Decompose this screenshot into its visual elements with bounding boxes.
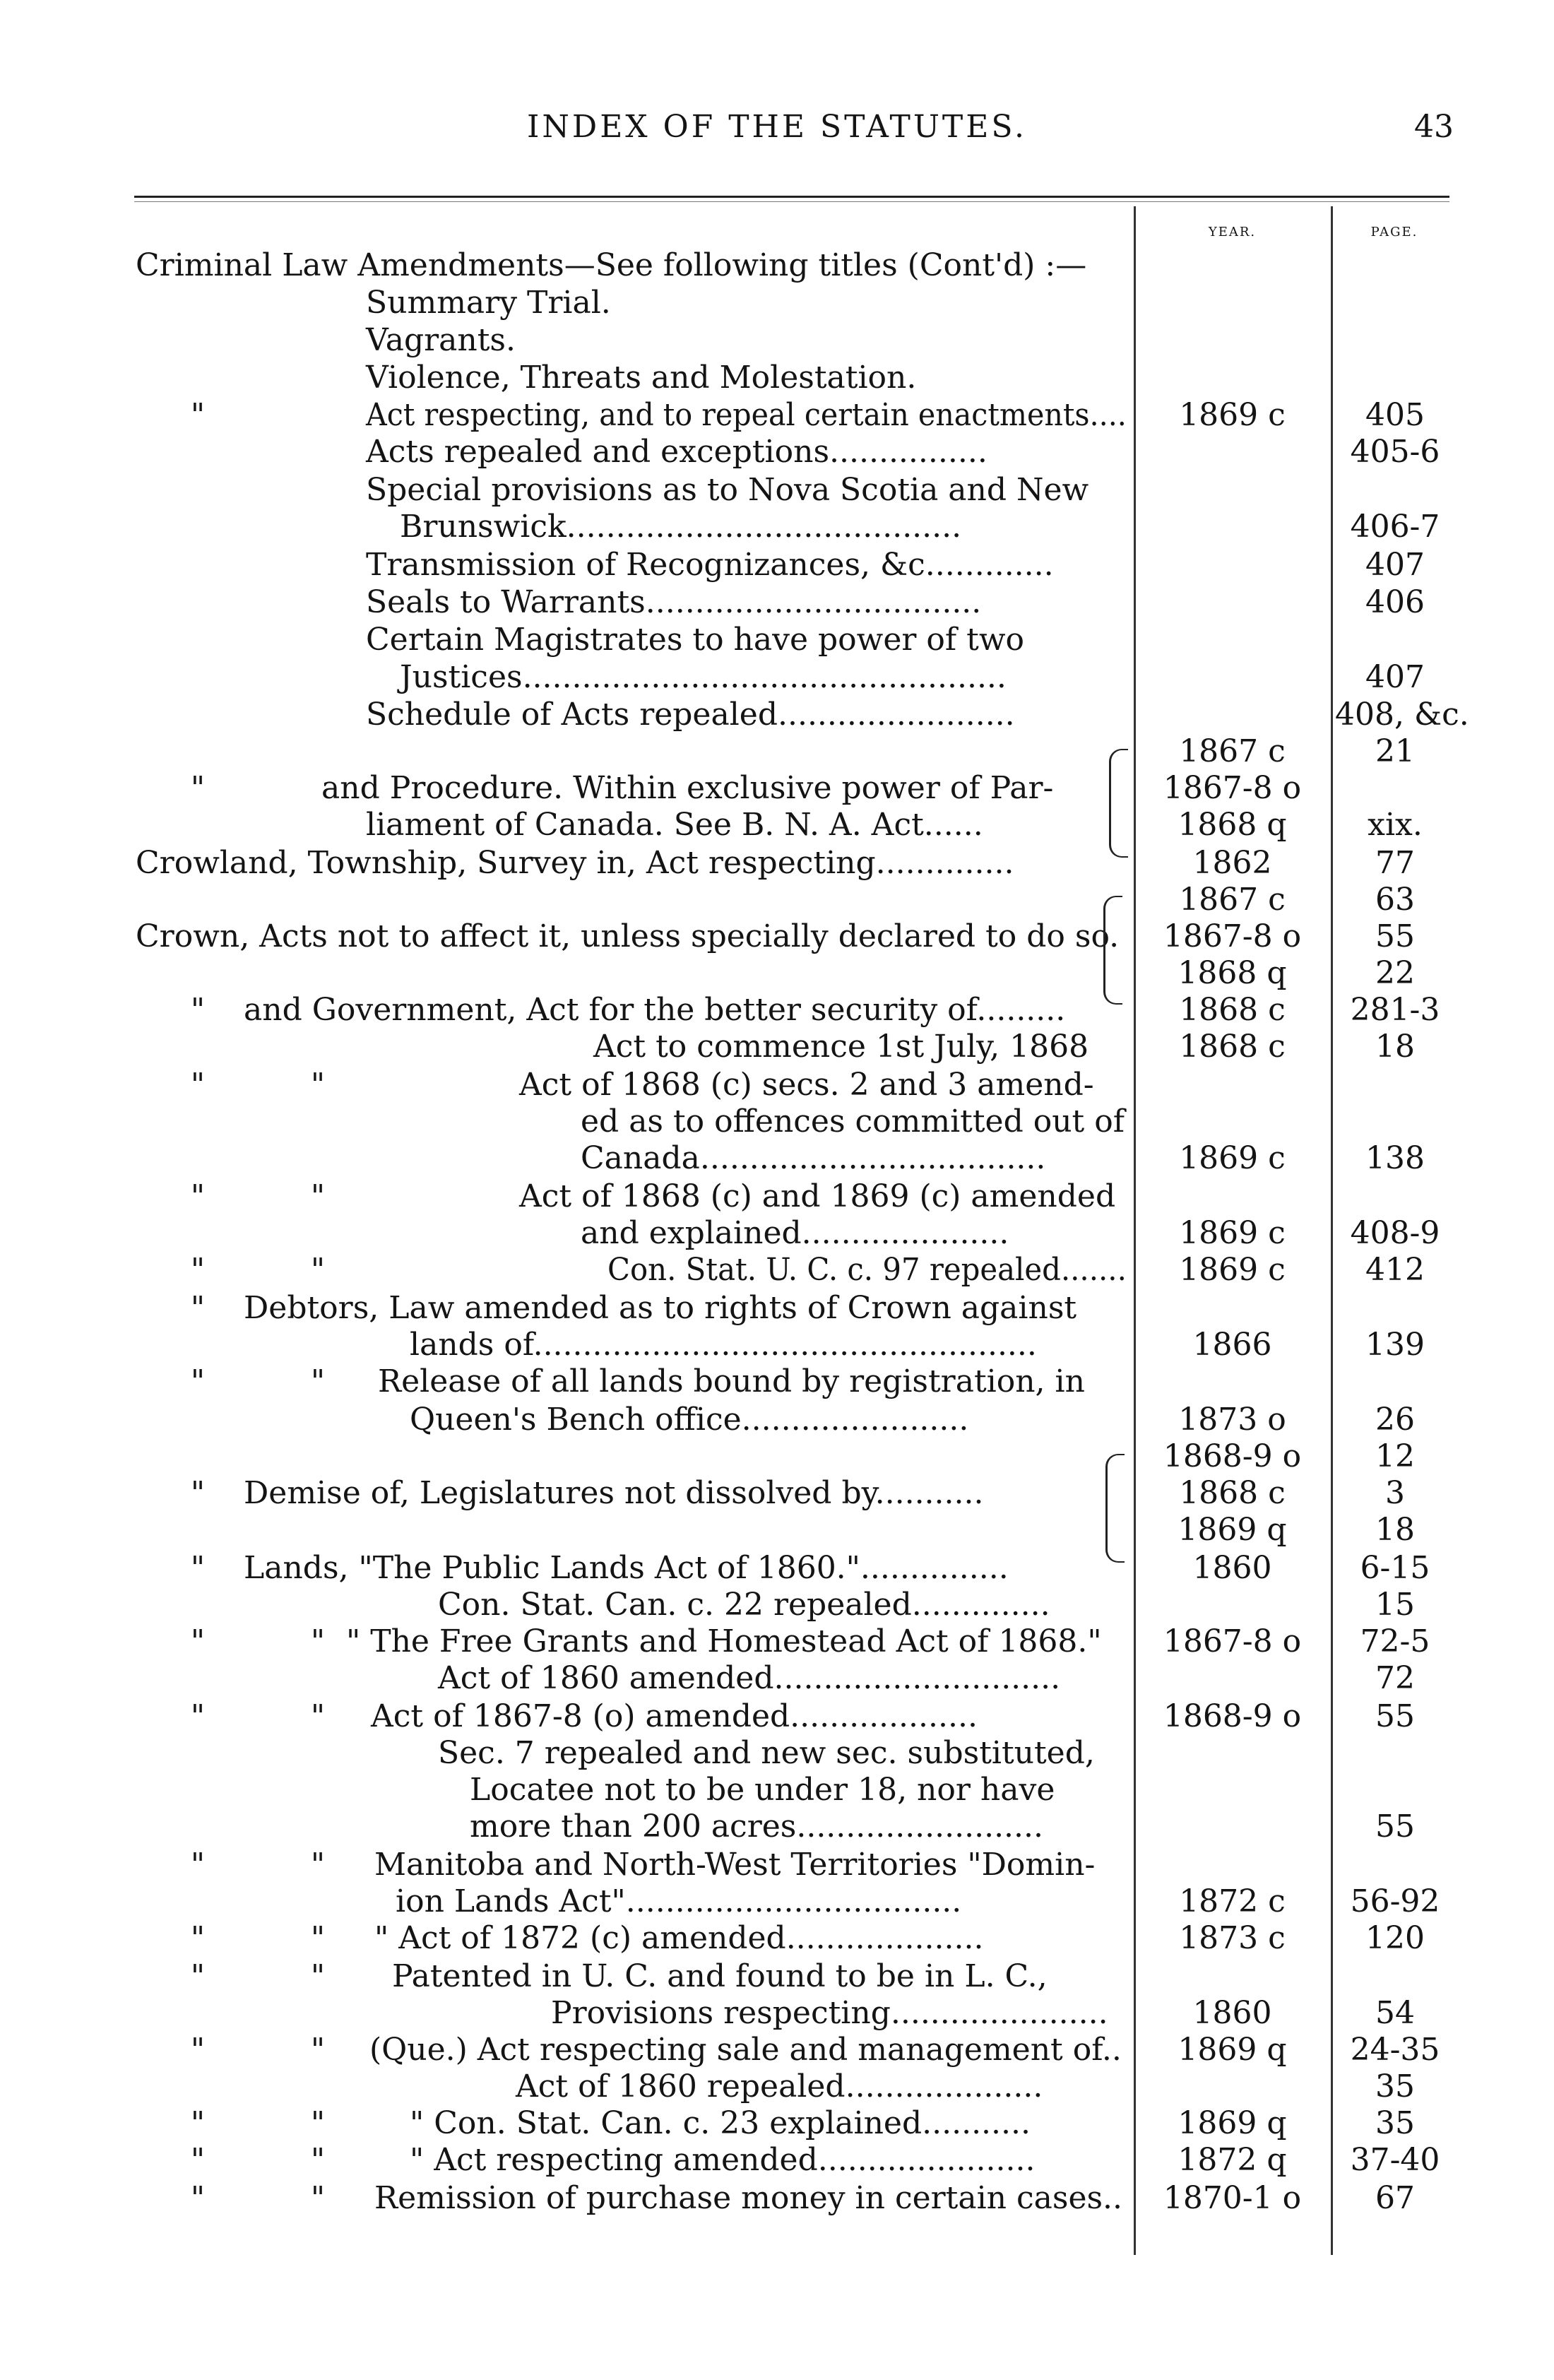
entry-year: 1866 bbox=[1192, 1327, 1272, 1363]
entry-page: 37-40 bbox=[1350, 2142, 1440, 2178]
index-row bbox=[0, 1512, 1554, 1549]
entry-text: Lands, "The Public Lands Act of 1860."............... bbox=[244, 1550, 1009, 1586]
entry-year: 1860 bbox=[1192, 1995, 1272, 2031]
index-row bbox=[0, 1995, 1554, 2032]
entry-year: 1873 o bbox=[1178, 1402, 1286, 1438]
entry-text: Debtors, Law amended as to rights of Crown against bbox=[244, 1290, 1077, 1326]
index-row bbox=[0, 992, 1554, 1029]
brace-mark bbox=[1105, 1454, 1125, 1563]
entry-text: Locatee not to be under 18, nor have bbox=[470, 1772, 1055, 1808]
entry-page: 138 bbox=[1365, 1140, 1425, 1176]
entry-year: 1868 c bbox=[1179, 1475, 1286, 1511]
index-row bbox=[0, 1623, 1554, 1660]
index-row bbox=[0, 2180, 1554, 2217]
ditto-mark: " bbox=[190, 992, 206, 1028]
entry-text: Violence, Threats and Molestation. bbox=[366, 360, 917, 396]
entry-page: 56-92 bbox=[1350, 1883, 1440, 1919]
entry-page: 55 bbox=[1375, 1698, 1415, 1734]
ditto-mark: " bbox=[190, 2142, 206, 2178]
entry-text: Acts repealed and exceptions................ bbox=[366, 434, 987, 470]
ditto-mark: " bbox=[190, 2180, 206, 2216]
entry-year: 1872 q bbox=[1178, 2142, 1287, 2178]
entry-page: 55 bbox=[1375, 1808, 1415, 1845]
entry-page: 72 bbox=[1375, 1660, 1415, 1696]
entry-text: liament of Canada. See B. N. A. Act...... bbox=[366, 807, 983, 843]
index-row bbox=[0, 509, 1554, 545]
index-row bbox=[0, 1252, 1554, 1289]
entry-year: 1869 q bbox=[1178, 1512, 1287, 1548]
index-row bbox=[0, 918, 1554, 955]
entry-page: 63 bbox=[1375, 882, 1415, 918]
entry-year: 1873 c bbox=[1179, 1920, 1286, 1956]
index-row bbox=[0, 397, 1554, 434]
entry-text: more than 200 acres......................... bbox=[470, 1808, 1044, 1845]
ditto-mark: " bbox=[190, 1550, 206, 1586]
entry-text: Demise of, Legislatures not dissolved by........... bbox=[244, 1475, 984, 1511]
entry-text: Transmission of Recognizances, &c............. bbox=[366, 547, 1054, 583]
index-row bbox=[0, 247, 1554, 284]
entry-page: 72-5 bbox=[1360, 1623, 1430, 1659]
page-title: INDEX OF THE STATUTES. bbox=[527, 109, 1027, 145]
index-row bbox=[0, 1958, 1554, 1995]
entry-page: 407 bbox=[1365, 547, 1425, 583]
entry-year: 1869 c bbox=[1179, 397, 1286, 433]
brace-mark bbox=[1103, 896, 1122, 1005]
entry-year: 1869 c bbox=[1179, 1252, 1286, 1288]
entry-page: 18 bbox=[1375, 1512, 1415, 1548]
year-column-header: YEAR. bbox=[1208, 225, 1257, 239]
entry-text: and Government, Act for the better security of......... bbox=[244, 992, 1066, 1028]
entry-text: lands of................................................... bbox=[410, 1327, 1037, 1363]
index-row bbox=[0, 1920, 1554, 1957]
index-row bbox=[0, 1587, 1554, 1623]
ditto-mark: " bbox=[310, 2105, 326, 2141]
index-row bbox=[0, 1772, 1554, 1808]
index-row bbox=[0, 434, 1554, 470]
ditto-mark: " bbox=[190, 2105, 206, 2141]
ditto-mark: " bbox=[310, 2032, 326, 2068]
entry-page: 35 bbox=[1375, 2105, 1415, 2141]
entry-text: Act of 1868 (c) secs. 2 and 3 amend- bbox=[519, 1067, 1094, 1103]
entry-text: " Act of 1872 (c) amended.................... bbox=[374, 1920, 984, 1956]
index-row bbox=[0, 360, 1554, 396]
entry-text: Queen's Bench office....................... bbox=[410, 1402, 969, 1438]
index-row bbox=[0, 1883, 1554, 1920]
entry-text: Summary Trial. bbox=[366, 285, 611, 321]
index-row bbox=[0, 1029, 1554, 1065]
entry-year: 1867-8 o bbox=[1163, 1623, 1302, 1659]
entry-page: 55 bbox=[1375, 918, 1415, 954]
ditto-mark: " bbox=[310, 1363, 326, 1399]
ditto-mark: " bbox=[190, 1847, 206, 1883]
index-row bbox=[0, 1140, 1554, 1177]
index-row bbox=[0, 2068, 1554, 2105]
entry-text: Patented in U. C. and found to be in L. C., bbox=[392, 1958, 1048, 1994]
entry-page: 24-35 bbox=[1350, 2032, 1440, 2068]
entry-text: Release of all lands bound by registration, in bbox=[378, 1363, 1085, 1399]
entry-page: 3 bbox=[1385, 1475, 1405, 1511]
index-row bbox=[0, 547, 1554, 584]
entry-page: 67 bbox=[1375, 2180, 1415, 2216]
ditto-mark: " bbox=[190, 1623, 206, 1659]
index-row bbox=[0, 1847, 1554, 1883]
index-row bbox=[0, 1067, 1554, 1103]
entry-year: 1867 c bbox=[1179, 882, 1286, 918]
entry-text: Crowland, Township, Survey in, Act respecting.............. bbox=[136, 845, 1014, 881]
index-row bbox=[0, 1215, 1554, 1252]
brace-mark bbox=[1109, 749, 1128, 858]
index-row bbox=[0, 1103, 1554, 1140]
ditto-mark: " bbox=[190, 770, 206, 806]
ditto-mark: " bbox=[310, 1847, 326, 1883]
index-row bbox=[0, 1475, 1554, 1512]
index-row bbox=[0, 1808, 1554, 1845]
entry-page: 405-6 bbox=[1350, 434, 1440, 470]
page-number: 43 bbox=[1414, 109, 1454, 145]
entry-year: 1868 c bbox=[1179, 1029, 1286, 1065]
entry-page: 406 bbox=[1365, 584, 1425, 620]
index-row bbox=[0, 622, 1554, 658]
entry-page: 281-3 bbox=[1350, 992, 1440, 1028]
entry-text: (Que.) Act respecting sale and management of.. bbox=[369, 2032, 1122, 2068]
entry-page: 15 bbox=[1375, 1587, 1415, 1623]
index-row bbox=[0, 2032, 1554, 2068]
entry-year: 1860 bbox=[1192, 1550, 1272, 1586]
page-column-header: PAGE. bbox=[1370, 225, 1418, 239]
entry-year: 1872 c bbox=[1179, 1883, 1286, 1919]
ditto-mark: " bbox=[310, 1958, 326, 1994]
ditto-mark: " bbox=[190, 1958, 206, 1994]
entry-page: 406-7 bbox=[1350, 509, 1440, 545]
ditto-mark: " bbox=[190, 1252, 206, 1288]
entry-text: Criminal Law Amendments—See following titles (Cont'd) :— bbox=[136, 247, 1087, 283]
entry-text: Canada................................... bbox=[581, 1140, 1046, 1176]
index-row bbox=[0, 322, 1554, 359]
entry-page: 12 bbox=[1375, 1438, 1415, 1474]
entry-text: Seals to Warrants.................................. bbox=[366, 584, 982, 620]
index-row bbox=[0, 1660, 1554, 1697]
index-row bbox=[0, 2105, 1554, 2142]
ditto-mark: " bbox=[310, 1698, 326, 1734]
entry-year: 1868-9 o bbox=[1163, 1698, 1302, 1734]
entry-text: ed as to offences committed out of bbox=[581, 1103, 1125, 1139]
entry-page: 6-15 bbox=[1360, 1550, 1430, 1586]
index-row bbox=[0, 1550, 1554, 1587]
index-row bbox=[0, 285, 1554, 321]
ditto-mark: " bbox=[190, 1475, 206, 1511]
ditto-mark: " bbox=[190, 1178, 206, 1214]
index-row bbox=[0, 1735, 1554, 1772]
entry-page: 54 bbox=[1375, 1995, 1415, 2031]
entry-text: Act respecting, and to repeal certain enactments.... bbox=[366, 397, 1127, 433]
entry-year: 1867-8 o bbox=[1163, 770, 1302, 806]
entry-year: 1868 c bbox=[1179, 992, 1286, 1028]
entry-page: 35 bbox=[1375, 2068, 1415, 2104]
index-row bbox=[0, 1290, 1554, 1327]
ditto-mark: " bbox=[190, 1920, 206, 1956]
entry-text: Manitoba and North-West Territories "Domin- bbox=[374, 1847, 1096, 1883]
entry-text: Con. Stat. U. C. c. 97 repealed....... bbox=[607, 1252, 1127, 1288]
index-row bbox=[0, 733, 1554, 770]
entry-text: Certain Magistrates to have power of two bbox=[366, 622, 1024, 658]
ditto-mark: " bbox=[310, 1623, 326, 1659]
entry-page: 407 bbox=[1365, 659, 1425, 695]
index-row bbox=[0, 659, 1554, 696]
entry-year: 1868-9 o bbox=[1163, 1438, 1302, 1474]
entry-year: 1869 c bbox=[1179, 1140, 1286, 1176]
ditto-mark: " bbox=[190, 1363, 206, 1399]
entry-text: and explained..................... bbox=[581, 1215, 1009, 1251]
entry-year: 1868 q bbox=[1178, 807, 1287, 843]
entry-page: 408, &c. bbox=[1335, 697, 1469, 733]
entry-page: 21 bbox=[1375, 733, 1415, 769]
index-row bbox=[0, 1363, 1554, 1400]
entry-page: 26 bbox=[1375, 1402, 1415, 1438]
entry-year: 1868 q bbox=[1178, 955, 1287, 991]
entry-text: Act of 1868 (c) and 1869 (c) amended bbox=[519, 1178, 1116, 1214]
ditto-mark: " bbox=[310, 1920, 326, 1956]
index-row bbox=[0, 584, 1554, 621]
entry-text: Special provisions as to Nova Scotia and New bbox=[366, 472, 1089, 508]
ditto-mark: " bbox=[190, 1290, 206, 1326]
index-row bbox=[0, 1438, 1554, 1475]
entry-text: Provisions respecting...................... bbox=[551, 1995, 1108, 2031]
index-row bbox=[0, 770, 1554, 807]
index-row bbox=[0, 1327, 1554, 1363]
index-row bbox=[0, 845, 1554, 882]
index-row bbox=[0, 2142, 1554, 2179]
entry-page: 120 bbox=[1365, 1920, 1425, 1956]
entry-year: 1869 q bbox=[1178, 2105, 1287, 2141]
entry-year: 1870-1 o bbox=[1163, 2180, 1302, 2216]
entry-year: 1869 c bbox=[1179, 1215, 1286, 1251]
entry-text: Sec. 7 repealed and new sec. substituted, bbox=[438, 1735, 1095, 1771]
ditto-mark: " bbox=[310, 2180, 326, 2216]
entry-text: " Act respecting amended...................... bbox=[410, 2142, 1036, 2178]
entry-text: Act of 1860 repealed.................... bbox=[516, 2068, 1043, 2104]
entry-text: and Procedure. Within exclusive power of Par- bbox=[321, 770, 1054, 806]
entry-page: 22 bbox=[1375, 955, 1415, 991]
index-row bbox=[0, 955, 1554, 992]
entry-text: ion Lands Act".................................. bbox=[396, 1883, 962, 1919]
entry-year: 1867-8 o bbox=[1163, 918, 1302, 954]
ditto-mark: " bbox=[190, 1698, 206, 1734]
index-row bbox=[0, 1698, 1554, 1735]
index-row bbox=[0, 697, 1554, 733]
ditto-mark: " bbox=[190, 1067, 206, 1103]
ditto-mark: " bbox=[310, 2142, 326, 2178]
entry-text: Act to commence 1st July, 1868 bbox=[593, 1029, 1089, 1065]
ditto-mark: " bbox=[310, 1252, 326, 1288]
entry-page: 139 bbox=[1365, 1327, 1425, 1363]
entry-text: Justices................................................. bbox=[400, 659, 1007, 695]
entry-page: 405 bbox=[1365, 397, 1425, 433]
ditto-mark: " bbox=[310, 1067, 326, 1103]
entry-page: xix. bbox=[1368, 807, 1423, 843]
index-row bbox=[0, 472, 1554, 509]
index-row bbox=[0, 882, 1554, 918]
index-row bbox=[0, 1178, 1554, 1215]
entry-page: 77 bbox=[1375, 845, 1415, 881]
index-row bbox=[0, 1402, 1554, 1438]
entry-text: Schedule of Acts repealed........................ bbox=[366, 697, 1015, 733]
index-row bbox=[0, 807, 1554, 843]
entry-year: 1869 q bbox=[1178, 2032, 1287, 2068]
entry-year: 1867 c bbox=[1179, 733, 1286, 769]
entry-text: Vagrants. bbox=[366, 322, 516, 358]
entry-text: " The Free Grants and Homestead Act of 1868." bbox=[346, 1623, 1102, 1659]
entry-page: 412 bbox=[1365, 1252, 1425, 1288]
entry-page: 18 bbox=[1375, 1029, 1415, 1065]
entry-text: " Con. Stat. Can. c. 23 explained........... bbox=[410, 2105, 1031, 2141]
entry-page: 408-9 bbox=[1350, 1215, 1440, 1251]
entry-text: Act of 1867-8 (o) amended................... bbox=[371, 1698, 978, 1734]
entry-text: Act of 1860 amended............................. bbox=[438, 1660, 1061, 1696]
entry-text: Crown, Acts not to affect it, unless specially declared to do so. bbox=[136, 918, 1120, 954]
entry-year: 1862 bbox=[1192, 845, 1272, 881]
entry-text: Remission of purchase money in certain cases.. bbox=[374, 2180, 1123, 2216]
entry-text: Con. Stat. Can. c. 22 repealed.............. bbox=[438, 1587, 1050, 1623]
ditto-mark: " bbox=[310, 1178, 326, 1214]
ditto-mark: " bbox=[190, 2032, 206, 2068]
entry-text: Brunswick........................................ bbox=[400, 509, 962, 545]
ditto-mark: " bbox=[190, 397, 206, 433]
